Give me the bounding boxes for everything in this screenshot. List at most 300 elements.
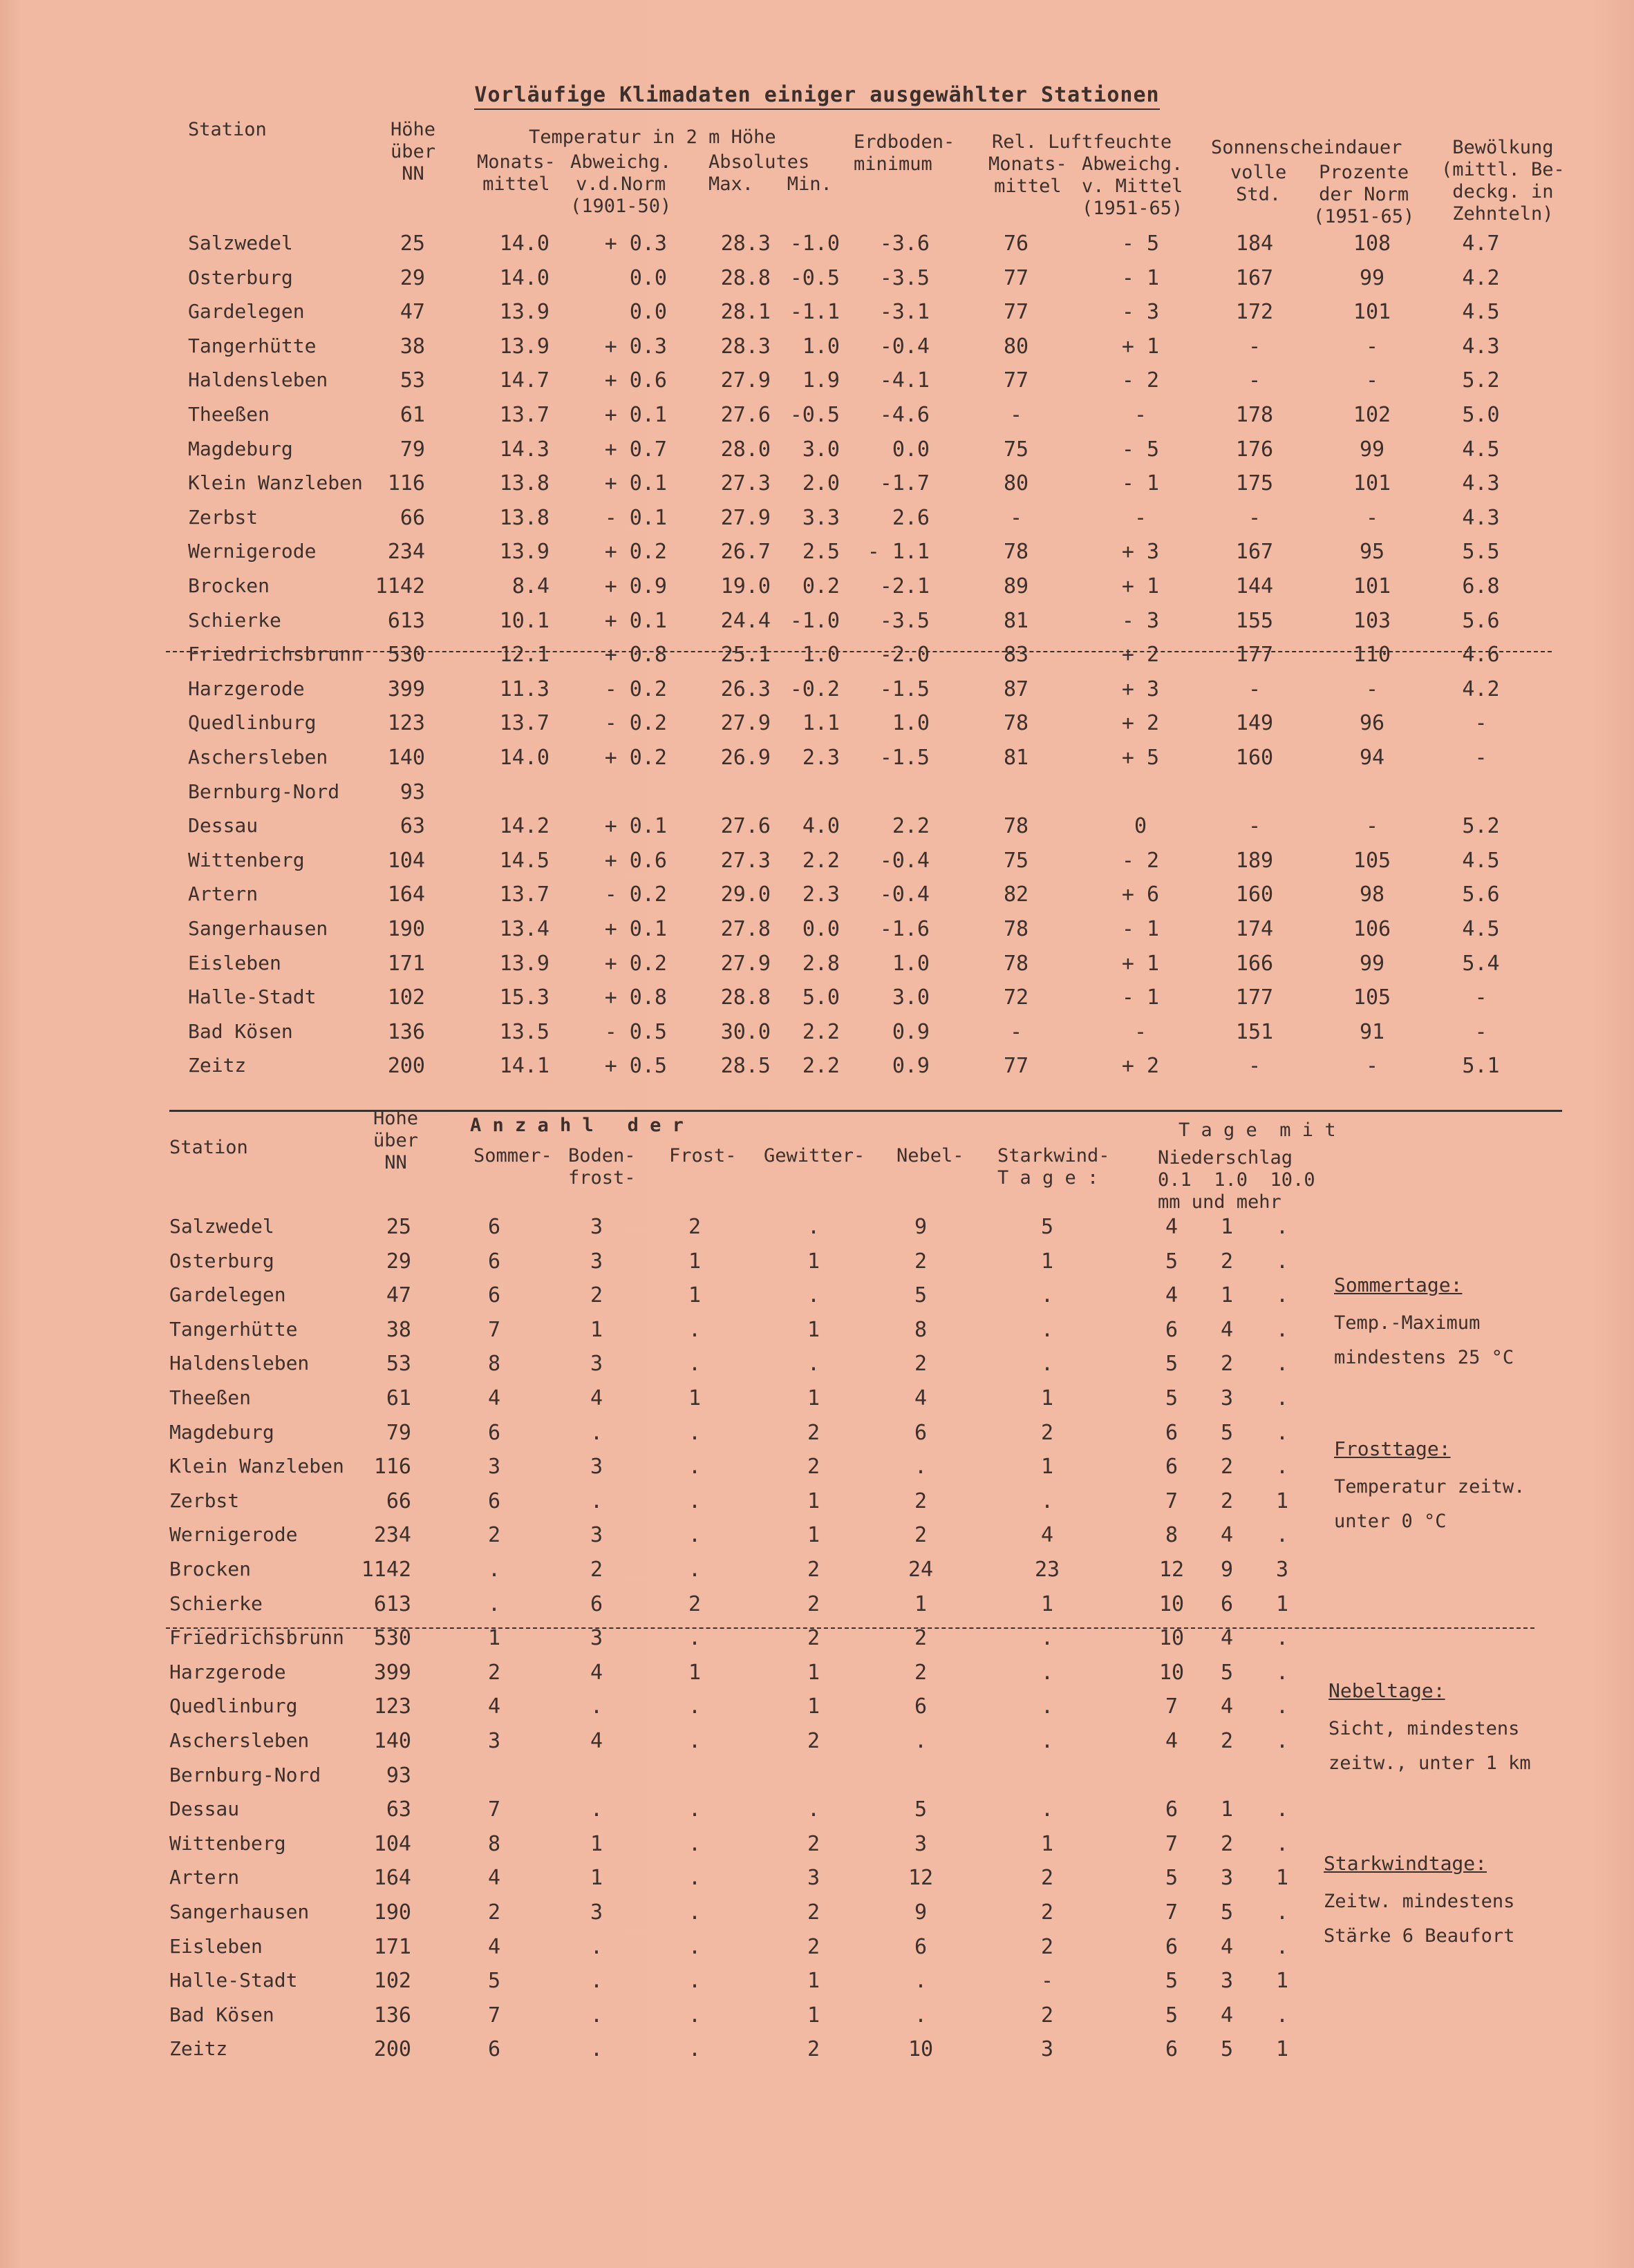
cell-niederschlag-10-0: . — [1275, 1900, 1289, 1925]
note-frosttage-text: Temperatur zeitw. unter 0 °C — [1334, 1476, 1525, 1532]
cell-gewittertage: 2 — [807, 1626, 820, 1651]
cell-nebeltage: 5 — [914, 1797, 928, 1822]
cell-hoehe: 123 — [373, 1694, 411, 1719]
cell-station-name: Schierke — [188, 608, 281, 632]
table1-row — [0, 403, 1634, 437]
cell-bodenfrosttage: 3 — [590, 1900, 603, 1925]
cell-abs-min: 2.3 — [802, 746, 840, 770]
note-sommertage-title: Sommertage: — [1334, 1274, 1463, 1296]
cell-luft-mittel: 75 — [1003, 848, 1029, 873]
cell-hoehe: 102 — [387, 985, 425, 1010]
cell-bewoelkung: 4.6 — [1462, 643, 1500, 668]
t2-header-anzahl: A n z a h l d e r — [470, 1115, 684, 1136]
cell-monatsmittel: 10.1 — [499, 608, 550, 633]
cell-bewoelkung: 4.2 — [1462, 677, 1500, 701]
cell-bewoelkung: 5.6 — [1462, 608, 1500, 633]
cell-hoehe: 234 — [373, 1523, 411, 1548]
cell-sonne-prozente: 95 — [1359, 540, 1385, 565]
cell-nebeltage: 5 — [914, 1283, 928, 1308]
cell-niederschlag-1-0: 4 — [1220, 1694, 1234, 1719]
cell-abs-max: 24.4 — [720, 608, 771, 633]
cell-erdboden-min: -3.5 — [879, 265, 930, 290]
cell-luft-abweichung: - 1 — [1121, 471, 1160, 496]
cell-abs-min: -1.1 — [789, 300, 840, 325]
cell-abs-max: 28.1 — [720, 300, 771, 325]
table2-row — [0, 1592, 1634, 1627]
table1-row — [0, 300, 1634, 334]
table1-row — [0, 814, 1634, 849]
t1-header-erdboden: Erdboden- minimum — [854, 131, 955, 175]
cell-luft-mittel: 78 — [1003, 814, 1029, 839]
cell-abs-max: 26.3 — [720, 677, 771, 701]
cell-bodenfrosttage: 1 — [590, 1866, 603, 1891]
cell-station-name: Zerbst — [188, 505, 259, 529]
cell-sonne-prozente: 101 — [1353, 574, 1391, 598]
cell-gewittertage: 2 — [807, 1934, 820, 1959]
cell-bewoelkung: 5.4 — [1462, 951, 1500, 976]
cell-abs-max: 28.0 — [720, 437, 771, 462]
cell-abs-min: 3.3 — [802, 505, 840, 530]
cell-sommertage: 6 — [487, 1249, 501, 1274]
cell-hoehe: 79 — [386, 1420, 411, 1445]
cell-abs-min: -1.0 — [789, 231, 840, 256]
cell-abweichung: + 0.9 — [604, 574, 667, 598]
cell-frosttage: . — [688, 2003, 702, 2028]
cell-niederschlag-0-1: 7 — [1165, 1694, 1178, 1719]
table2-row — [0, 1969, 1634, 2003]
table1-row — [0, 266, 1634, 301]
table1-row — [0, 780, 1634, 815]
cell-sonne-prozente: - — [1365, 368, 1379, 393]
cell-sommertage: 7 — [487, 2003, 501, 2028]
cell-gewittertage: . — [807, 1215, 820, 1239]
cell-niederschlag-1-0: 4 — [1220, 1934, 1234, 1959]
cell-hoehe: 613 — [373, 1591, 411, 1616]
cell-abweichung: + 0.6 — [604, 848, 667, 873]
cell-niederschlag-0-1: 6 — [1165, 1420, 1178, 1445]
cell-gewittertage: . — [807, 1283, 820, 1308]
cell-abweichung: + 0.2 — [604, 540, 667, 565]
cell-luft-abweichung: + 1 — [1121, 334, 1160, 359]
cell-luft-abweichung: + 3 — [1121, 540, 1160, 565]
cell-sommertage: 2 — [487, 1900, 501, 1925]
cell-bodenfrosttage: 2 — [590, 1558, 603, 1582]
cell-station-name: Dessau — [188, 814, 259, 838]
cell-bewoelkung: 4.5 — [1462, 917, 1500, 941]
cell-abs-max: 28.3 — [720, 231, 771, 256]
cell-frosttage: 1 — [688, 1386, 702, 1410]
cell-luft-abweichung: - 3 — [1121, 608, 1160, 633]
table1-row — [0, 882, 1634, 917]
cell-sonne-std: 167 — [1235, 265, 1274, 290]
cell-luft-mittel: 81 — [1003, 746, 1029, 770]
cell-sonne-std: 172 — [1235, 300, 1274, 325]
cell-frosttage: . — [688, 1694, 702, 1719]
cell-monatsmittel: 13.4 — [499, 917, 550, 941]
cell-abs-max: 27.6 — [720, 403, 771, 427]
cell-station-name: Zeitz — [188, 1054, 247, 1077]
cell-starkwindtage: 1 — [1040, 1831, 1054, 1856]
cell-luft-mittel: 82 — [1003, 882, 1029, 907]
cell-niederschlag-10-0: . — [1275, 1249, 1289, 1274]
cell-hoehe: 136 — [373, 2003, 411, 2028]
cell-hoehe: 102 — [373, 1969, 411, 1994]
cell-sommertage: . — [487, 1558, 501, 1582]
cell-niederschlag-10-0: . — [1275, 1420, 1289, 1445]
cell-abweichung: + 0.1 — [604, 608, 667, 633]
cell-niederschlag-0-1: 5 — [1165, 1249, 1178, 1274]
cell-niederschlag-1-0: 1 — [1220, 1797, 1234, 1822]
cell-bewoelkung: 4.5 — [1462, 300, 1500, 325]
table1-row — [0, 540, 1634, 574]
document-title-text: Vorläufige Klimadaten einiger ausgewählter Stationen — [474, 83, 1159, 110]
cell-sommertage: 4 — [487, 1694, 501, 1719]
cell-sommertage: 4 — [487, 1386, 501, 1410]
cell-abweichung: + 0.7 — [604, 437, 667, 462]
cell-abs-max: 26.9 — [720, 746, 771, 770]
cell-frosttage: . — [688, 1866, 702, 1891]
table1-row — [0, 952, 1634, 986]
cell-niederschlag-1-0: 2 — [1220, 1352, 1234, 1377]
cell-station-name: Bad Kösen — [169, 2003, 274, 2026]
cell-abs-max: 27.9 — [720, 951, 771, 976]
cell-niederschlag-10-0: . — [1275, 1283, 1289, 1308]
cell-station-name: Zeitz — [169, 2037, 228, 2061]
table1-divider-dashed — [166, 651, 1552, 652]
cell-niederschlag-0-1: 10 — [1158, 1591, 1185, 1616]
t2-header-sommer: Sommer- — [473, 1145, 552, 1166]
cell-bewoelkung: 5.1 — [1462, 1054, 1500, 1079]
table2-row — [0, 1626, 1634, 1661]
cell-luft-mittel: - — [1009, 505, 1023, 530]
cell-luft-mittel: 77 — [1003, 265, 1029, 290]
cell-nebeltage: 6 — [914, 1694, 928, 1719]
cell-luft-abweichung: - 3 — [1121, 300, 1160, 325]
cell-frosttage: . — [688, 1489, 702, 1513]
cell-sonne-prozente: 105 — [1353, 848, 1391, 873]
cell-niederschlag-10-0: . — [1275, 2003, 1289, 2028]
cell-station-name: Haldensleben — [188, 368, 328, 392]
cell-sonne-std: 149 — [1235, 711, 1274, 736]
cell-bodenfrosttage: 4 — [590, 1729, 603, 1753]
cell-erdboden-min: 3.0 — [892, 985, 930, 1010]
cell-abs-min: 0.2 — [802, 574, 840, 598]
cell-bodenfrosttage: . — [590, 2003, 603, 2028]
cell-abweichung: + 0.1 — [604, 403, 667, 427]
cell-hoehe: 29 — [400, 265, 425, 290]
cell-frosttage: . — [688, 1934, 702, 1959]
document-title — [0, 83, 1634, 107]
cell-abs-min: 2.3 — [802, 882, 840, 907]
cell-monatsmittel: 11.3 — [499, 677, 550, 701]
cell-abweichung: + 0.6 — [604, 368, 667, 393]
cell-monatsmittel: 14.0 — [499, 746, 550, 770]
cell-bodenfrosttage: 3 — [590, 1352, 603, 1377]
t2-header-niederschlag-thresholds: 0.1 1.0 10.0 mm und mehr — [1158, 1169, 1315, 1213]
cell-sonne-std: - — [1248, 1054, 1261, 1079]
cell-monatsmittel: 14.5 — [499, 848, 550, 873]
cell-niederschlag-10-0: . — [1275, 1523, 1289, 1548]
cell-hoehe: 200 — [373, 2037, 411, 2062]
cell-bodenfrosttage: 3 — [590, 1455, 603, 1480]
cell-bewoelkung: - — [1474, 1019, 1487, 1044]
cell-starkwindtage: . — [1040, 1729, 1054, 1753]
cell-bewoelkung: 4.2 — [1462, 265, 1500, 290]
cell-abs-max: 19.0 — [720, 574, 771, 598]
cell-nebeltage: 1 — [914, 1591, 928, 1616]
cell-monatsmittel: 13.5 — [499, 1019, 550, 1044]
cell-nebeltage: 24 — [908, 1558, 934, 1582]
cell-station-name: Wernigerode — [169, 1523, 298, 1547]
cell-sommertage: 2 — [487, 1523, 501, 1548]
cell-sonne-std: 160 — [1235, 882, 1274, 907]
t1-header-sonne-prozente: Prozente der Norm (1951-65) — [1313, 162, 1415, 227]
cell-abs-max: 27.3 — [720, 848, 771, 873]
cell-erdboden-min: 2.6 — [892, 505, 930, 530]
cell-luft-mittel: 78 — [1003, 917, 1029, 941]
cell-niederschlag-1-0: 2 — [1220, 1455, 1234, 1480]
cell-sonne-prozente: 110 — [1353, 643, 1391, 668]
cell-niederschlag-10-0: . — [1275, 1455, 1289, 1480]
cell-frosttage: . — [688, 1797, 702, 1822]
cell-station-name: Aschersleben — [188, 746, 328, 768]
cell-hoehe: 53 — [386, 1352, 411, 1377]
cell-gewittertage: . — [807, 1352, 820, 1377]
cell-bodenfrosttage: . — [590, 1969, 603, 1994]
cell-abweichung: + 0.3 — [604, 231, 667, 256]
cell-abs-min: 1.1 — [802, 711, 840, 736]
cell-sonne-prozente: 106 — [1353, 917, 1391, 941]
t2-header-frost: Frost- — [669, 1145, 737, 1166]
cell-niederschlag-10-0: 3 — [1275, 1558, 1289, 1582]
cell-abweichung: 0.0 — [629, 300, 667, 325]
cell-niederschlag-1-0: 2 — [1220, 1831, 1234, 1856]
cell-abweichung: + 0.2 — [604, 746, 667, 770]
cell-abs-min: 5.0 — [802, 985, 840, 1010]
cell-station-name: Wittenberg — [188, 848, 305, 871]
cell-erdboden-min: - 1.1 — [867, 540, 930, 565]
t2-header-niederschlag: Niederschlag — [1158, 1147, 1293, 1169]
t1-header-luftfeuchte-group: Rel. Luftfeuchte — [992, 131, 1172, 153]
cell-abs-max: 27.9 — [720, 505, 771, 530]
cell-niederschlag-0-1: 6 — [1165, 1455, 1178, 1480]
cell-station-name: Tangerhütte — [188, 334, 317, 357]
cell-hoehe: 93 — [386, 1763, 411, 1788]
cell-bodenfrosttage: 1 — [590, 1831, 603, 1856]
t1-header-hoehe: Höhe über NN — [391, 119, 436, 185]
cell-niederschlag-10-0: . — [1275, 1215, 1289, 1239]
table1-row — [0, 677, 1634, 712]
cell-frosttage: . — [688, 1317, 702, 1342]
cell-abs-max: 29.0 — [720, 882, 771, 907]
cell-niederschlag-0-1: 6 — [1165, 2037, 1178, 2062]
cell-sonne-prozente: - — [1365, 505, 1379, 530]
cell-luft-abweichung: - 2 — [1121, 368, 1160, 393]
cell-frosttage: . — [688, 1420, 702, 1445]
cell-luft-mittel: - — [1009, 1019, 1023, 1044]
cell-starkwindtage: . — [1040, 1694, 1054, 1719]
cell-sonne-prozente: 101 — [1353, 471, 1391, 496]
cell-sonne-prozente: - — [1365, 334, 1379, 359]
cell-niederschlag-0-1: 6 — [1165, 1317, 1178, 1342]
cell-abs-min: -0.5 — [789, 403, 840, 427]
cell-luft-abweichung: + 1 — [1121, 951, 1160, 976]
cell-luft-abweichung: - 1 — [1121, 917, 1160, 941]
cell-sonne-prozente: 91 — [1359, 1019, 1385, 1044]
cell-hoehe: 93 — [400, 779, 425, 804]
cell-station-name: Harzgerode — [188, 677, 305, 700]
cell-hoehe: 66 — [400, 505, 425, 530]
t2-header-hoehe: Höhe über NN — [373, 1108, 419, 1173]
cell-abweichung: + 0.2 — [604, 951, 667, 976]
table1-row — [0, 643, 1634, 677]
cell-niederschlag-10-0: . — [1275, 1934, 1289, 1959]
cell-niederschlag-10-0: . — [1275, 1660, 1289, 1685]
cell-sommertage: 4 — [487, 1866, 501, 1891]
cell-abs-max: 27.3 — [720, 471, 771, 496]
cell-station-name: Quedlinburg — [188, 711, 317, 735]
cell-abs-min: -0.2 — [789, 677, 840, 701]
cell-frosttage: 1 — [688, 1249, 702, 1274]
note-nebeltage-text: Sicht, mindestens zeitw., unter 1 km — [1328, 1718, 1531, 1774]
cell-monatsmittel: 14.0 — [499, 231, 550, 256]
cell-hoehe: 136 — [387, 1019, 425, 1044]
cell-nebeltage: 8 — [914, 1317, 928, 1342]
cell-starkwindtage: 3 — [1040, 2037, 1054, 2062]
cell-luft-abweichung: + 2 — [1121, 1054, 1160, 1079]
cell-monatsmittel: 14.2 — [499, 814, 550, 839]
cell-hoehe: 79 — [400, 437, 425, 462]
table1-row — [0, 368, 1634, 403]
table1-row — [0, 746, 1634, 780]
cell-starkwindtage: 2 — [1040, 1420, 1054, 1445]
cell-sonne-prozente: - — [1365, 1054, 1379, 1079]
cell-station-name: Klein Wanzleben — [188, 471, 363, 495]
cell-bodenfrosttage: 3 — [590, 1523, 603, 1548]
cell-niederschlag-1-0: 3 — [1220, 1386, 1234, 1410]
cell-abweichung: + 0.1 — [604, 471, 667, 496]
cell-monatsmittel: 13.7 — [499, 403, 550, 427]
cell-station-name: Magdeburg — [169, 1420, 274, 1444]
cell-hoehe: 164 — [387, 882, 425, 907]
cell-niederschlag-0-1: 5 — [1165, 1386, 1178, 1410]
cell-sonne-prozente: 98 — [1359, 882, 1385, 907]
t2-header-bodenfrost: Boden- frost- — [568, 1145, 636, 1189]
cell-erdboden-min: -3.6 — [879, 231, 930, 256]
cell-monatsmittel: 13.8 — [499, 505, 550, 530]
cell-erdboden-min: 0.0 — [892, 437, 930, 462]
cell-sonne-std: 174 — [1235, 917, 1274, 941]
cell-frosttage: . — [688, 1626, 702, 1651]
table1-row — [0, 917, 1634, 952]
table1-row — [0, 1054, 1634, 1088]
cell-frosttage: . — [688, 1831, 702, 1856]
cell-bodenfrosttage: . — [590, 1420, 603, 1445]
table2-row — [0, 1797, 1634, 1832]
cell-abs-min: 1.0 — [802, 643, 840, 668]
cell-station-name: Halle-Stadt — [188, 985, 317, 1009]
cell-bewoelkung: 4.5 — [1462, 848, 1500, 873]
cell-abs-min: 1.9 — [802, 368, 840, 393]
table1-row — [0, 849, 1634, 883]
cell-nebeltage: 4 — [914, 1386, 928, 1410]
cell-gewittertage: 2 — [807, 1420, 820, 1445]
cell-station-name: Friedrichsbrunn — [188, 643, 363, 666]
cell-starkwindtage: . — [1040, 1660, 1054, 1685]
cell-erdboden-min: -3.1 — [879, 300, 930, 325]
cell-starkwindtage: 1 — [1040, 1455, 1054, 1480]
cell-hoehe: 104 — [387, 848, 425, 873]
note-nebeltage-title: Nebeltage: — [1328, 1679, 1445, 1702]
cell-bodenfrosttage: 6 — [590, 1591, 603, 1616]
cell-abs-max: 27.8 — [720, 917, 771, 941]
cell-bewoelkung: - — [1474, 746, 1487, 770]
cell-nebeltage: 9 — [914, 1900, 928, 1925]
cell-gewittertage: 1 — [807, 1249, 820, 1274]
cell-gewittertage: 1 — [807, 1694, 820, 1719]
cell-station-name: Harzgerode — [169, 1660, 286, 1683]
cell-sonne-prozente: - — [1365, 677, 1379, 701]
cell-niederschlag-10-0: 1 — [1275, 1866, 1289, 1891]
cell-station-name: Wernigerode — [188, 540, 317, 563]
cell-gewittertage: 1 — [807, 1317, 820, 1342]
cell-sonne-std: 184 — [1235, 231, 1274, 256]
cell-frosttage: 2 — [688, 1215, 702, 1239]
cell-station-name: Theeßen — [188, 403, 270, 426]
cell-station-name: Artern — [188, 882, 259, 906]
cell-station-name: Dessau — [169, 1797, 240, 1821]
cell-station-name: Wittenberg — [169, 1831, 286, 1855]
cell-niederschlag-0-1: 6 — [1165, 1797, 1178, 1822]
cell-station-name: Salzwedel — [188, 231, 293, 254]
cell-sommertage: 3 — [487, 1729, 501, 1753]
cell-luft-mittel: 81 — [1003, 608, 1029, 633]
table1-row — [0, 574, 1634, 609]
cell-monatsmittel: 13.8 — [499, 471, 550, 496]
cell-niederschlag-1-0: 4 — [1220, 2003, 1234, 2028]
cell-hoehe: 116 — [373, 1455, 411, 1480]
cell-sommertage: 8 — [487, 1352, 501, 1377]
cell-monatsmittel: 14.0 — [499, 265, 550, 290]
cell-station-name: Bernburg-Nord — [188, 779, 340, 803]
cell-station-name: Quedlinburg — [169, 1694, 298, 1718]
cell-frosttage: . — [688, 1900, 702, 1925]
cell-luft-mittel: 80 — [1003, 471, 1029, 496]
table1-row — [0, 334, 1634, 369]
cell-sonne-prozente: 103 — [1353, 608, 1391, 633]
cell-abs-min: -1.0 — [789, 608, 840, 633]
cell-starkwindtage: 2 — [1040, 1866, 1054, 1891]
cell-sonne-std: - — [1248, 814, 1261, 839]
cell-bodenfrosttage: . — [590, 1797, 603, 1822]
cell-sonne-std: 167 — [1235, 540, 1274, 565]
cell-hoehe: 47 — [400, 300, 425, 325]
cell-niederschlag-1-0: 5 — [1220, 2037, 1234, 2062]
cell-bodenfrosttage: 3 — [590, 1626, 603, 1651]
cell-sonne-std: 176 — [1235, 437, 1274, 462]
cell-niederschlag-1-0: 4 — [1220, 1626, 1234, 1651]
cell-luft-mittel: 77 — [1003, 300, 1029, 325]
cell-gewittertage: 1 — [807, 1489, 820, 1513]
cell-luft-mittel: 77 — [1003, 1054, 1029, 1079]
table2-row — [0, 1386, 1634, 1421]
t2-header-nebel: Nebel- — [896, 1145, 964, 1166]
cell-station-name: Klein Wanzleben — [169, 1455, 344, 1478]
cell-abs-min: 2.2 — [802, 1019, 840, 1044]
table1-row — [0, 471, 1634, 506]
cell-abweichung: 0.0 — [629, 265, 667, 290]
cell-bewoelkung: 5.5 — [1462, 540, 1500, 565]
